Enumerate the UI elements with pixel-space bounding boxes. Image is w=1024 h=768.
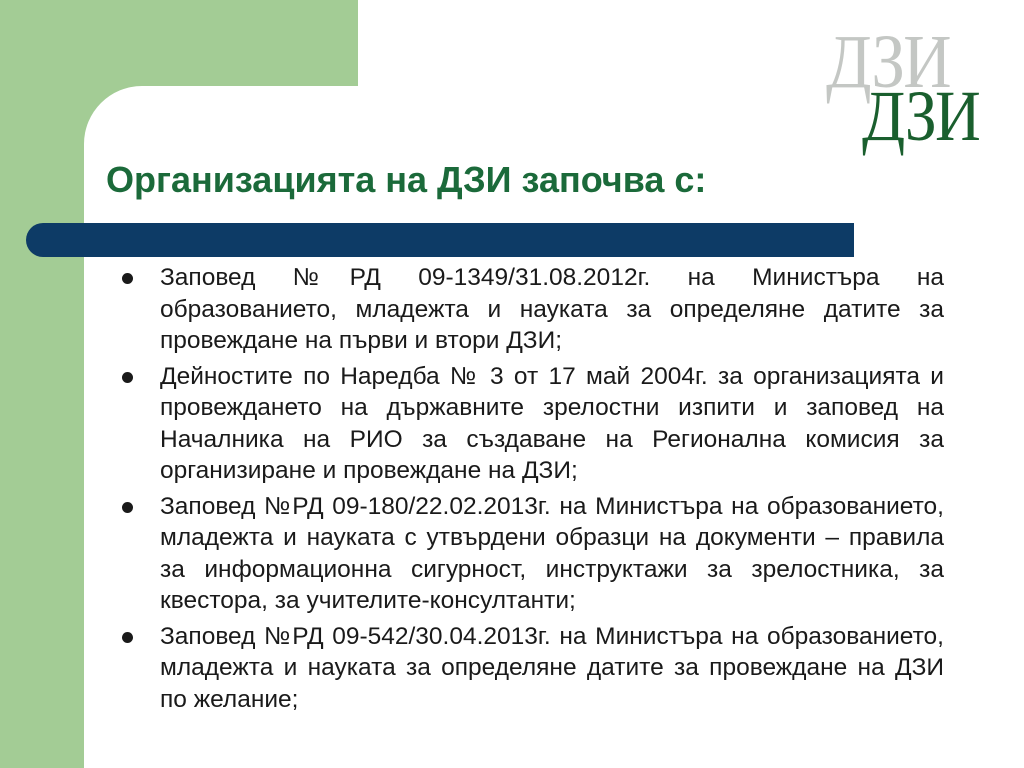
bullet-text: Заповед №РД 09-542/30.04.2013г. на Министъра на образованието, младежта и науката за определяне датите за провеждане на ДЗИ по желание; xyxy=(160,622,944,713)
bullet-text: Дейностите по Наредба № 3 от 17 май 2004г. за организацията и провеждането на държавните зрелостни изпити и заповед на Началника на РИО за създаване на Регионална комисия за организиране и провеждане на ДЗИ; xyxy=(160,362,944,484)
bullet-text: Заповед №РД 09-1349/31.08.2012г. на Министъра на образованието, младежта и науката за определяне датите за провеждане на първи и втори ДЗИ; xyxy=(160,264,944,354)
bullet-item xyxy=(116,491,944,617)
bullet-dot-icon xyxy=(122,372,133,383)
bullet-item xyxy=(116,262,944,357)
bullet-dot-icon xyxy=(122,273,133,284)
bullet-dot-icon xyxy=(122,502,133,513)
slide-title: Организацията на ДЗИ започва с: xyxy=(106,159,707,200)
bullet-list xyxy=(116,262,944,719)
dzi-logo xyxy=(826,20,986,156)
bullet-item xyxy=(116,621,944,716)
logo-text-back: ДЗИ xyxy=(826,20,950,104)
bullet-item xyxy=(116,361,944,487)
bullet-text: Заповед №РД 09-180/22.02.2013г. на Министъра на образованието, младежта и науката с утвърдени образци на документи – правила за информационна сигурност, инструктажи за зрелостника, за квестора, за учителите-консултанти; xyxy=(160,492,944,614)
bullet-dot-icon xyxy=(122,632,133,643)
title-underline-bar xyxy=(26,223,854,257)
logo-text-front: ДЗИ xyxy=(862,76,980,156)
